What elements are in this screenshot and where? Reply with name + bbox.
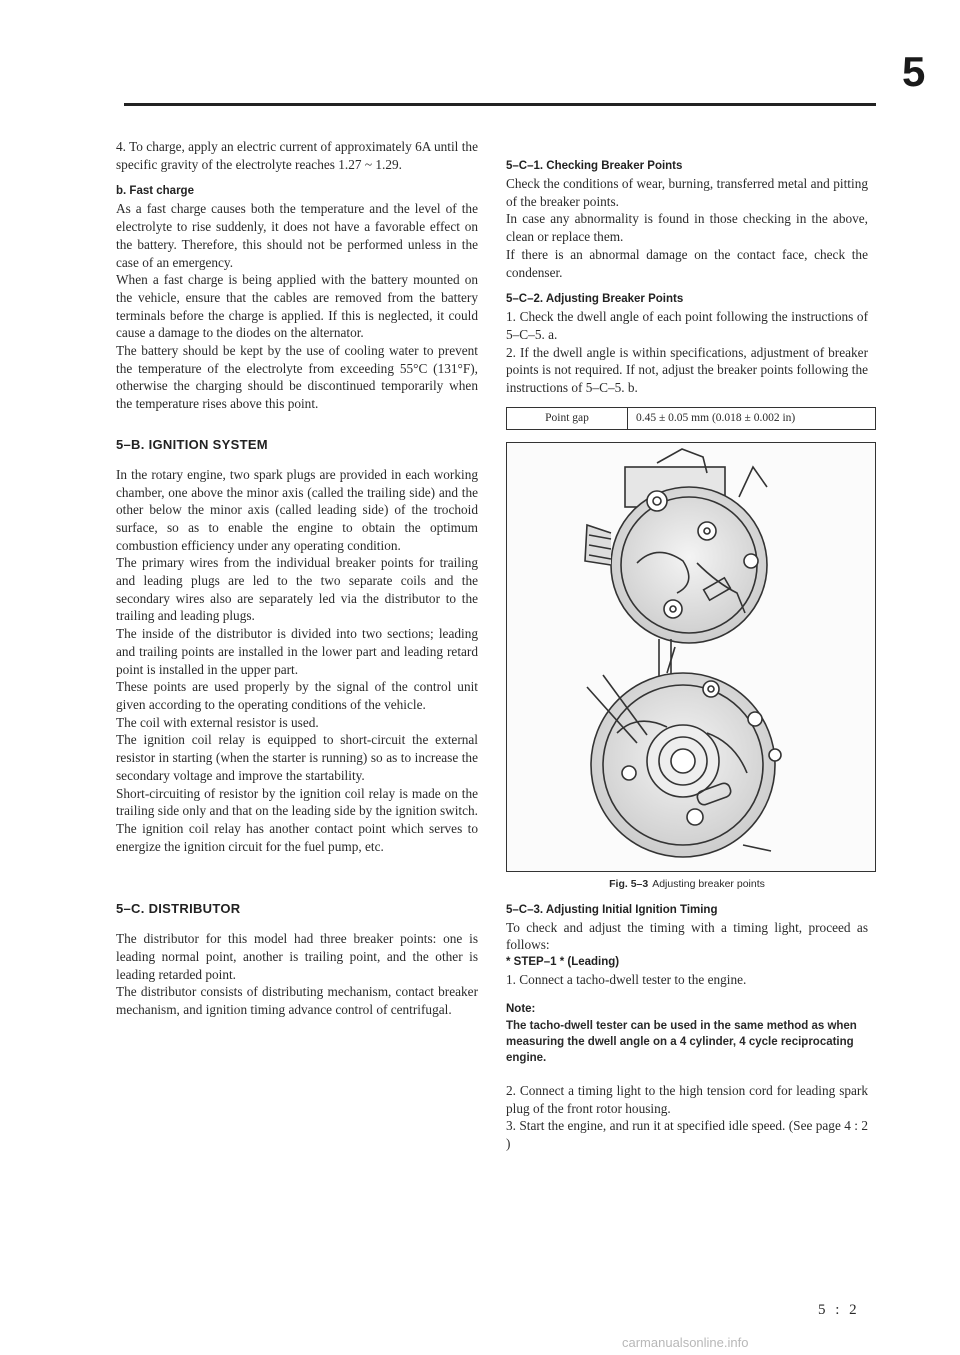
chapter-number: 5: [902, 48, 926, 95]
step-1-item-1: 1. Connect a tacho-dwell tester to the engine.: [506, 972, 747, 988]
ignition-paragraph-2: The primary wires from the individual breaker points for trailing and leading plugs are led to the two separate coils and the secondary wires also are separately led via the distributor to the trailing and leading plugs.: [116, 555, 478, 624]
page-number: 5 : 2: [818, 1302, 860, 1318]
table-row: [507, 407, 876, 429]
watermark: carmanualsonline.info: [622, 1335, 749, 1350]
ignition-paragraph-4: These points are used properly by the signal of the control unit given according to the operating conditions of the vehicle.: [116, 679, 478, 712]
adjusting-paragraph-2: 2. If the dwell angle is within specifications, adjustment of breaker points is not required. If not, adjust the breaker points following the instructions of 5–C–5. b.: [506, 344, 868, 396]
distributor-paragraph-2: The distributor consists of distributing mechanism, contact breaker mechanism, and ignition timing advance control of centrifugal.: [116, 984, 478, 1018]
spec-value-cell: 0.45 ± 0.05 mm (0.018 ± 0.002 in): [628, 407, 876, 429]
spec-label-cell: Point gap: [507, 407, 628, 429]
breaker-points-figure: [506, 442, 876, 872]
step-1-item-2: 2. Connect a timing light to the high tension cord for leading spark plug of the front rotor housing.: [506, 1082, 868, 1116]
adjusting-breaker-points-heading: 5–C–2. Adjusting Breaker Points: [506, 293, 684, 306]
charge-step-4: 4. To charge, apply an electric current of approximately 6A until the specific gravity of the electrolyte reaches 1.27 ~ 1.29.: [116, 139, 478, 172]
step-1-heading: * STEP–1 * (Leading): [506, 956, 620, 969]
left-column: [116, 138, 478, 1019]
ignition-paragraph-5: The coil with external resistor is used.: [116, 714, 319, 730]
ignition-paragraph-3: The inside of the distributor is divided into two sections; leading and trailing points are installed in the lower part and leading retard point is installed in the upper part.: [116, 626, 478, 677]
figure-label: Fig. 5–3: [609, 877, 649, 890]
checking-paragraph-3: If there is an abnormal damage on the contact face, check the condenser.: [506, 246, 868, 280]
fast-charge-paragraph-2: When a fast charge is being applied with the battery mounted on the vehicle, ensure that the cables are removed from the battery terminals before the charge is applied. If this is neglected, it could cause a damage to the diodes on the alternator.: [116, 272, 478, 341]
right-column: [506, 158, 868, 1153]
note-heading: Note:: [506, 1002, 536, 1015]
adjusting-timing-heading: 5–C–3. Adjusting Initial Ignition Timing: [506, 903, 718, 916]
ignition-paragraph-7: Short-circuiting of resistor by the ignition coil relay is made on the trailing side only and that on the leading side by the ignition switch. The ignition coil relay has another contact point which serves to energize the ignition circuit for the fuel pump, etc.: [116, 785, 478, 854]
point-gap-spec-table: [506, 407, 876, 430]
distributor-paragraph-1: The distributor for this model had three breaker points: one is leading normal point, another is trailing point, and the other is leading retarded point.: [116, 931, 478, 982]
checking-breaker-points-heading: 5–C–1. Checking Breaker Points: [506, 160, 683, 172]
figure-title: Adjusting breaker points: [652, 877, 765, 890]
upper-distributor-drawing: [585, 449, 767, 689]
distributor-heading: 5–C. DISTRIBUTOR: [116, 901, 241, 917]
ignition-system-heading: 5–B. IGNITION SYSTEM: [116, 436, 268, 452]
distributor-illustration: [507, 443, 875, 871]
ignition-paragraph-1: In the rotary engine, two spark plugs are provided in each working chamber, one above the minor axis (called the trailing side) and the other below the minor axis (called leading side) of the trochoid surface, so as to enable the engine to obtain the optimum combustion efficiency under any operating condition.: [116, 466, 478, 553]
header-rule: [124, 103, 876, 106]
lower-distributor-drawing: [587, 647, 781, 857]
note-body: The tacho-dwell tester can be used in the same method as when measuring the dwell angle on a 4 cylinder, 4 cycle reciprocating engine.: [506, 1019, 857, 1064]
fast-charge-heading: b. Fast charge: [116, 185, 194, 198]
checking-paragraph-2: In case any abnormality is found in those checking in the above, clean or replace them.: [506, 211, 868, 245]
ignition-paragraph-6: The ignition coil relay is equipped to short-circuit the external resistor in starting (when the starter is running) so as to increase the secondary voltage and improve the startability.: [116, 732, 478, 783]
step-1-item-3: 3. Start the engine, and run it at specified idle speed. (See page 4 : 2 ): [506, 1118, 868, 1151]
fast-charge-paragraph-1: As a fast charge causes both the temperature and the level of the electrolyte to rise suddenly, it does not have a favorable effect on the battery. Therefore, this should not be performed unless in the case of an emergency.: [116, 201, 478, 270]
timing-paragraph-1: To check and adjust the timing with a timing light, proceed as follows:: [506, 919, 868, 953]
fast-charge-paragraph-3: The battery should be kept by the use of cooling water to prevent the temperature of the electrolyte from exceeding 55°C (131°F), otherwise the charging should be discontinued temporarily when the temperature rises above this point.: [116, 343, 478, 412]
checking-paragraph-1: Check the conditions of wear, burning, transferred metal and pitting of the breaker points.: [506, 176, 868, 209]
adjusting-paragraph-1: 1. Check the dwell angle of each point following the instructions of 5–C–5. a.: [506, 309, 868, 342]
figure-caption: [506, 878, 868, 890]
